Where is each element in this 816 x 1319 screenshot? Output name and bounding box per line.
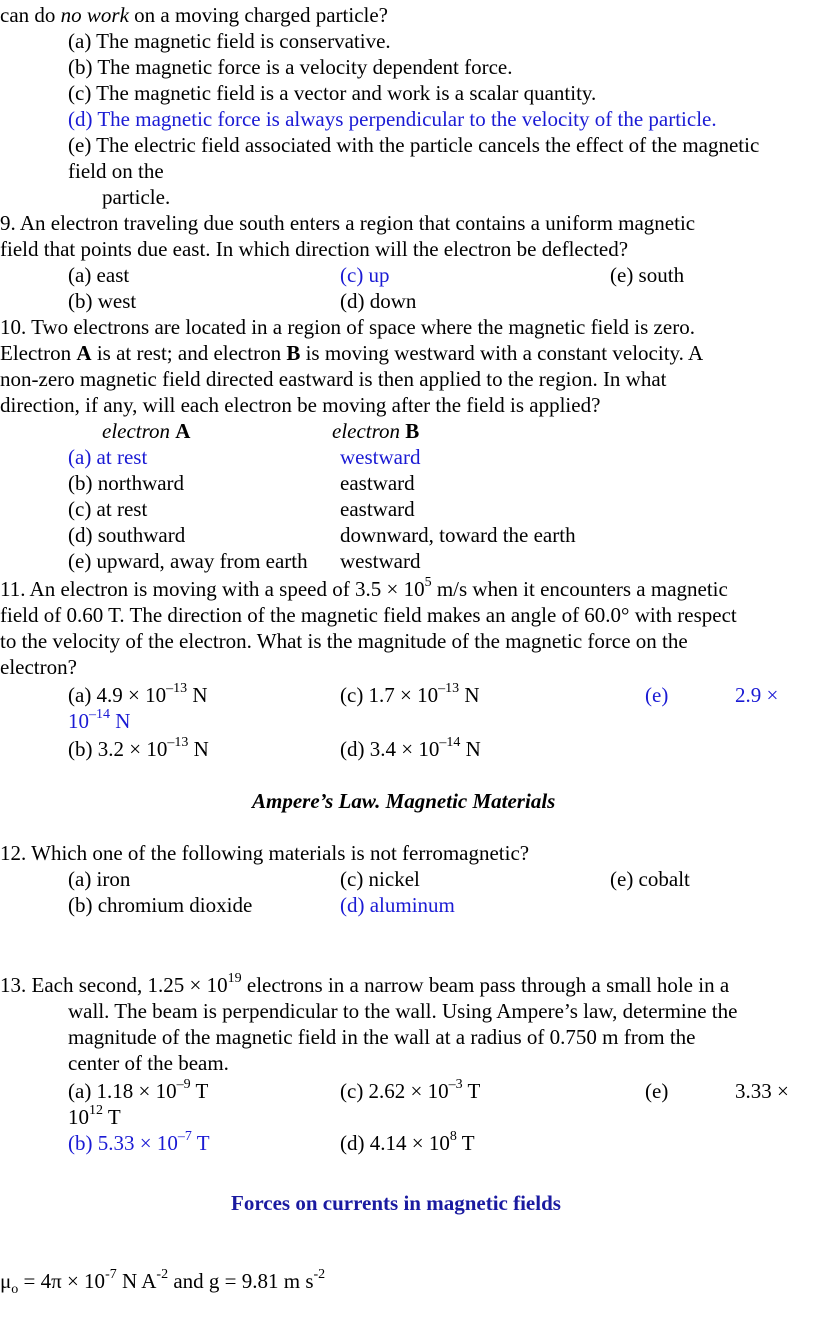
q12-option-d-answer: (d) aluminum <box>340 893 455 917</box>
q10-row-c-col2: eastward <box>340 497 415 521</box>
q12-option-c: (c) nickel <box>340 867 420 891</box>
q10-row-e-col2: westward <box>340 549 421 573</box>
q8-option-e-cont: field on the <box>68 159 164 183</box>
q10-row-c-col1: (c) at rest <box>68 497 148 521</box>
q9-stem-line2: field that points due east. In which direction will the electron be deflected? <box>0 237 629 261</box>
q10-col-header-b: electron B <box>332 419 420 443</box>
q10-stem-line4: direction, if any, will each electron be moving after the field is applied? <box>0 393 601 417</box>
q13-option-a: (a) $1.18 \times 10^{-9}$ T <box>68 1077 209 1103</box>
q8-option-c: (c) The magnetic field is a vector and work is a scalar quantity. <box>68 81 597 105</box>
q11-stem-line4: electron? <box>0 655 77 679</box>
q13-option-e-cont: $10^{12}$ T <box>68 1103 121 1129</box>
q9-option-c-answer: (c) up <box>340 263 390 287</box>
q10-row-b-col2: eastward <box>340 471 415 495</box>
q12-option-b: (b) chromium dioxide <box>68 893 253 917</box>
q8-option-a: (a) The magnetic field is conservative. <box>68 29 391 53</box>
q8-option-e: (e) The electric field associated with the particle cancels the effect of the magnetic <box>68 133 760 157</box>
q13-stem-line1: 13. Each second, $1.25 \times 10^{19}$ electrons in a narrow beam pass through a small hole in a <box>0 971 730 997</box>
q10-row-e-col1: (e) upward, away from earth <box>68 549 308 573</box>
q11-option-e-label-answer: (e) <box>645 683 669 707</box>
q9-stem-line1: 9. An electron traveling due south enters a region that contains a uniform magnetic <box>0 211 696 235</box>
q8-option-e-cont2: particle. <box>102 185 171 209</box>
q10-row-d-col2: downward, toward the earth <box>340 523 576 547</box>
q10-row-a-col2-answer: westward <box>340 445 421 469</box>
q10-col-header-a: electron A <box>102 419 191 443</box>
q10-row-a-col1-answer: (a) at rest <box>68 445 148 469</box>
q13-stem-line4: center of the beam. <box>68 1051 229 1075</box>
q13-option-b-answer: (b) $5.33 \times 10^{-7}$ T <box>68 1129 210 1155</box>
section-heading-amperes-law: Ampere’s Law. Magnetic Materials <box>252 789 556 813</box>
q9-option-a: (a) east <box>68 263 130 287</box>
q11-stem-line1: 11. An electron is moving with a speed of $3.5 \times 10^5$ m/s when it encounters a magnetic <box>0 575 728 601</box>
q13-option-c: (c) $2.62 \times 10^{-3}$ T <box>340 1077 481 1103</box>
q11-option-a: (a) $4.9 \times 10^{-13}$ N <box>68 681 208 707</box>
q13-stem-line2: wall. The beam is perpendicular to the wall. Using Ampere’s law, determine the <box>68 999 738 1023</box>
q10-stem-line2: Electron A is at rest; and electron B is moving westward with a constant velocity. A <box>0 341 704 365</box>
q9-option-e: (e) south <box>610 263 685 287</box>
q10-row-b-col1: (b) northward <box>68 471 185 495</box>
q11-option-e-value-answer: 2.9 × <box>735 683 779 707</box>
q13-stem-line3: magnitude of the magnetic field in the wall at a radius of 0.750 m from the <box>68 1025 696 1049</box>
q13-option-d: (d) $4.14 \times 10^8$ T <box>340 1129 475 1155</box>
q8-option-d-answer: (d) The magnetic force is always perpendicular to the velocity of the particle. <box>68 107 717 131</box>
q8-option-b: (b) The magnetic force is a velocity dependent force. <box>68 55 513 79</box>
q10-row-d-col1: (d) southward <box>68 523 186 547</box>
q13-option-e-value: 3.33 × <box>735 1079 789 1103</box>
q12-stem: 12. Which one of the following materials is not ferromagnetic? <box>0 841 530 865</box>
q11-stem-line3: to the velocity of the electron. What is the magnitude of the magnetic force on the <box>0 629 688 653</box>
q11-option-c: (c) $1.7 \times 10^{-13}$ N <box>340 681 480 707</box>
q12-option-e: (e) cobalt <box>610 867 690 891</box>
q9-option-b: (b) west <box>68 289 137 313</box>
q9-option-d: (d) down <box>340 289 417 313</box>
physical-constants: $\mu_o = 4\pi \times 10^{-7}$ N $A^{-2}$ and g = 9.81 m $s^{-2}$ <box>0 1267 326 1298</box>
q10-stem-line3: non-zero magnetic field directed eastward is then applied to the region. In what <box>0 367 667 391</box>
q11-option-b: (b) $3.2 \times 10^{-13}$ N <box>68 735 209 761</box>
q11-stem-line2: field of 0.60 T. The direction of the magnetic field makes an angle of 60.0° with respect <box>0 603 737 627</box>
section-heading-forces-on-currents: Forces on currents in magnetic fields <box>231 1191 561 1215</box>
q8-stem: can do no work on a moving charged particle? <box>0 3 389 27</box>
q13-option-e-label: (e) <box>645 1079 669 1103</box>
q11-option-d: (d) $3.4 \times 10^{-14}$ N <box>340 735 481 761</box>
q10-stem-line1: 10. Two electrons are located in a region of space where the magnetic field is zero. <box>0 315 695 339</box>
q12-option-a: (a) iron <box>68 867 131 891</box>
q11-option-e-cont-answer: $10^{-14}$ N <box>68 707 131 733</box>
